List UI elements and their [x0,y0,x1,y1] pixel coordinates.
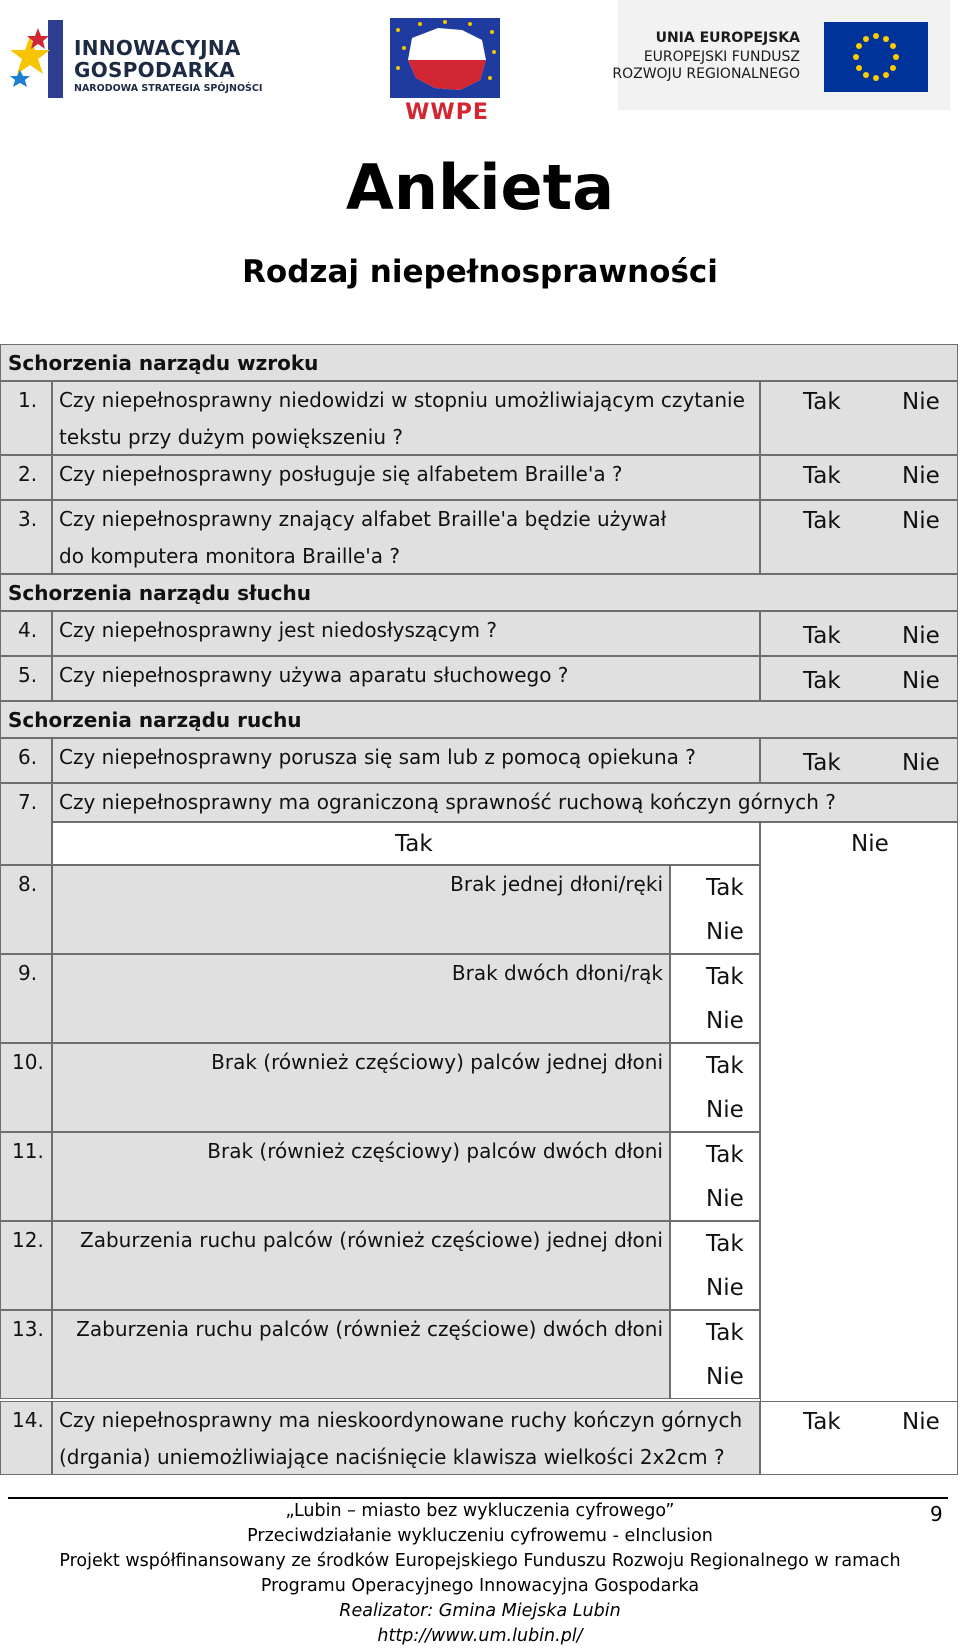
footer-line-3: Projekt współfinansowany ze środków Europejskiego Funduszu Rozwoju Regionalnego w ramach [59,1551,901,1571]
answer-yes[interactable]: Tak [803,1409,841,1435]
sub-item-label: Brak (również częściowy) palców dwóch dłoni [207,1139,663,1163]
question-number: 5. [18,663,38,687]
answer-yes[interactable]: Tak [395,831,433,857]
answer-yes[interactable]: Tak [803,750,841,776]
wwpe-logo [390,18,510,123]
sub-item-answer-cell [670,1310,760,1399]
question-number-cell [0,1401,52,1475]
footer-line-2: Przeciwdziałanie wykluczeniu cyfrowemu - eInclusion [247,1526,713,1546]
answer-yes[interactable]: Tak [803,463,841,489]
answer-no[interactable]: Nie [706,1186,744,1212]
eu-line-1: UNIA EUROPEJSKA [655,30,800,46]
sub-item-label: Brak (również częściowy) palców jednej dłoni [211,1050,663,1074]
question-text-cell [52,500,760,574]
question-number: 2. [18,462,38,486]
poland-map-icon [390,18,500,98]
wwpe-text: WWPE [405,100,489,125]
question-text-line1: Czy niepełnosprawny niedowidzi w stopniu umożliwiającym czytanie [59,388,745,412]
answer-no[interactable]: Nie [706,919,744,945]
answer-yes[interactable]: Tak [706,964,744,990]
answer-no[interactable]: Nie [706,1275,744,1301]
question-number: 3. [18,507,38,531]
sub-item-answer-cell [670,865,760,954]
question-text-cell [52,738,760,783]
question-text-cell [52,656,760,701]
answer-no[interactable]: Nie [902,1409,940,1435]
answer-cell [760,656,958,701]
section-title: Schorzenia narządu wzroku [8,351,319,375]
innowacyjna-gospodarka-logo [8,18,263,98]
footer-line-5: Realizator: Gmina Miejska Lubin [339,1601,621,1621]
ig-star-icon [8,18,68,98]
question-text-line1: Czy niepełnosprawny znający alfabet Braille'a będzie używał [59,507,667,531]
question-number-cell [0,611,52,656]
question-text-cell [52,381,760,455]
answer-no[interactable]: Nie [706,1008,744,1034]
answer-yes[interactable]: Tak [803,668,841,694]
answer-cell [760,381,958,455]
question-text-line1: Czy niepełnosprawny ma nieskoordynowane ruchy kończyn górnych [59,1408,743,1432]
answer-yes[interactable]: Tak [706,875,744,901]
answer-no[interactable]: Nie [851,831,889,857]
sub-item-number-cell [0,1221,52,1310]
sub-item-answer-cell [670,1132,760,1221]
sub-item-number: 9. [18,961,38,985]
question-number-cell [0,783,52,865]
question-text-line1: Czy niepełnosprawny używa aparatu słuchowego ? [59,663,569,687]
sub-item-number-cell [0,954,52,1043]
page-title: Ankieta [345,151,615,224]
answer-no[interactable]: Nie [902,463,940,489]
answer-no[interactable]: Nie [706,1364,744,1390]
answer-cell [760,738,958,783]
question-text-line1: Czy niepełnosprawny ma ograniczoną sprawność ruchową kończyn górnych ? [59,790,836,814]
question-text-cell [52,1401,760,1475]
sub-item-answer-cell [670,954,760,1043]
question-text-cell [52,783,958,822]
sub-item-label: Brak dwóch dłoni/rąk [451,961,663,985]
answer-cell [760,1401,958,1475]
question-text-line1: Czy niepełnosprawny porusza się sam lub z pomocą opiekuna ? [59,745,696,769]
answer-yes[interactable]: Tak [803,623,841,649]
eu-logo [612,0,950,110]
question-number: 4. [18,618,38,642]
section-title: Schorzenia narządu ruchu [8,708,302,732]
eu-line-2: EUROPEJSKI FUNDUSZ [643,49,800,65]
footer-line-4: Programu Operacyjnego Innowacyjna Gospodarka [260,1576,700,1596]
question-number-cell [0,455,52,500]
footer-link[interactable]: http://www.um.lubin.pl/ [377,1626,583,1646]
section-header-vision [0,344,958,381]
question-number: 7. [18,790,38,814]
page-subtitle: Rodzaj niepełnosprawności [242,254,718,290]
question-text-cell [52,611,760,656]
answer-no[interactable]: Nie [902,389,940,415]
question-text-cell [52,455,760,500]
sub-item-label-cell [52,954,670,1043]
answer-cell [760,611,958,656]
sub-item-number-cell [0,865,52,954]
question-text-line2: (drgania) uniemożliwiające naciśnięcie klawisza wielkości 2x2cm ? [59,1445,725,1469]
question-number-cell [0,656,52,701]
answer-yes[interactable]: Tak [706,1142,744,1168]
answer-no[interactable]: Nie [902,668,940,694]
sub-item-number: 13. [12,1317,44,1341]
question-text-line2: tekstu przy dużym powiększeniu ? [59,425,404,449]
answer-yes[interactable]: Tak [706,1231,744,1257]
answer-yes[interactable]: Tak [803,508,841,534]
sub-item-label: Zaburzenia ruchu palców (również częściowe) dwóch dłoni [76,1317,663,1341]
question-number-cell [0,738,52,783]
sub-item-number-cell [0,1310,52,1399]
sub-item-answer-cell [670,1043,760,1132]
yes-header-cell [52,822,760,865]
logo-line-3: NARODOWA STRATEGIA SPÓJNOŚCI [74,83,263,94]
sub-item-label-cell [52,1132,670,1221]
section-header-hearing [0,574,958,611]
sub-item-number-cell [0,1132,52,1221]
answer-no[interactable]: Nie [902,750,940,776]
answer-no[interactable]: Nie [902,623,940,649]
answer-no[interactable]: Nie [902,508,940,534]
sub-item-label-cell [52,1310,670,1399]
question-text-line1: Czy niepełnosprawny posługuje się alfabetem Braille'a ? [59,462,623,486]
answer-yes[interactable]: Tak [706,1320,744,1346]
sub-item-number: 8. [18,872,38,896]
question-text-line1: Czy niepełnosprawny jest niedosłyszącym ? [59,618,497,642]
footer-line-1: „Lubin – miasto bez wykluczenia cyfrowego” [285,1501,675,1521]
question-number: 6. [18,745,38,769]
logo-line-2: GOSPODARKA [74,58,235,82]
question-text-line2: do komputera monitora Braille'a ? [59,544,400,568]
sub-item-label: Brak jednej dłoni/ręki [450,872,663,896]
eu-flag-icon [824,22,928,92]
sub-item-number-cell [0,1043,52,1132]
section-title: Schorzenia narządu słuchu [8,581,312,605]
sub-item-answer-cell [670,1221,760,1310]
page-number: 9 [930,1502,943,1526]
sub-item-label-cell [52,865,670,954]
question-number: 14. [12,1408,44,1432]
answer-cell [760,455,958,500]
sub-item-number: 12. [12,1228,44,1252]
logo-line-1: INNOWACYJNA [74,36,241,60]
section-header-motor [0,701,958,738]
sub-item-label-cell [52,1043,670,1132]
question-number-cell [0,500,52,574]
answer-no[interactable]: Nie [706,1097,744,1123]
sub-item-number: 11. [12,1139,44,1163]
answer-yes[interactable]: Tak [803,389,841,415]
question-number-cell [0,381,52,455]
no-column-cell [760,822,958,1474]
question-number: 1. [18,388,38,412]
eu-line-3: ROZWOJU REGIONALNEGO [612,66,800,82]
sub-item-label: Zaburzenia ruchu palców (również częściowe) jednej dłoni [80,1228,663,1252]
sub-item-number: 10. [12,1050,44,1074]
answer-yes[interactable]: Tak [706,1053,744,1079]
answer-cell [760,500,958,574]
sub-item-label-cell [52,1221,670,1310]
